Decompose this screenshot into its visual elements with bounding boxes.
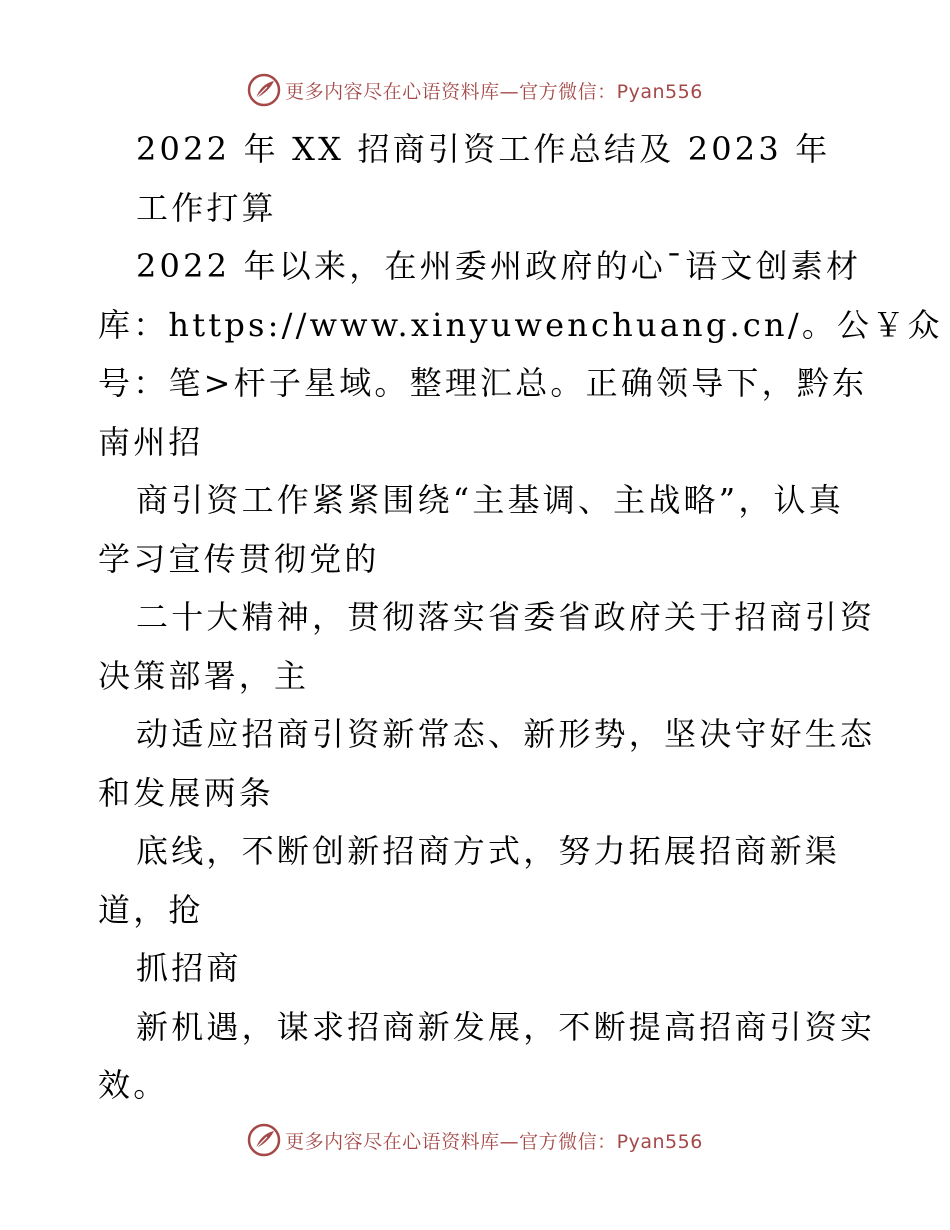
paragraph-line: 道，抢	[98, 890, 204, 929]
paragraph-line: 号：笔>杆子星域。整理汇总。正确领导下，黔东	[98, 364, 868, 402]
paragraph-line: 效。	[98, 1066, 169, 1104]
watermark-text: 更多内容尽在心语资料库—官方微信：Pyan556	[285, 80, 703, 103]
footer-watermark-banner	[0, 1120, 950, 1160]
paragraph-line: 二十大精神，贯彻落实省委省政府关于招商引资	[136, 598, 876, 636]
paragraph-line: 底线，不断创新招商方式，努力拓展招商新渠	[136, 832, 841, 870]
paragraph-line: 学习宣传贯彻党的	[98, 539, 380, 578]
watermark-text: 更多内容尽在心语资料库—官方微信：Pyan556	[285, 1130, 703, 1153]
title-line: 2022 年 XX 招商引资工作总结及 2023 年	[136, 130, 831, 168]
paragraph-line: 新机遇，谋求招商新发展，不断提高招商引资实	[136, 1007, 876, 1046]
paragraph-line: 商引资工作紧紧围绕“主基调、主战略”，认真	[136, 481, 844, 519]
paragraph-line: 2022 年以来，在州委州政府的心¯语文创素材	[136, 247, 862, 285]
paragraph-line: 库：https://www.xinyuwenchuang.cn/。公￥众	[98, 305, 943, 344]
paragraph-line: 抓招商	[136, 949, 242, 987]
paragraph-line: 决策部署，主	[98, 656, 310, 695]
title-line: 工作打算	[136, 188, 277, 227]
quill-feather-logo-icon	[247, 73, 281, 107]
paragraph-line: 动适应招商引资新常态、新形势，坚决守好生态	[136, 715, 876, 753]
paragraph-line: 和发展两条	[98, 773, 275, 812]
quill-feather-logo-icon	[247, 1123, 281, 1157]
header-watermark-banner	[0, 70, 950, 110]
document-body	[98, 120, 943, 1115]
paragraph-line: 南州招	[98, 422, 204, 461]
